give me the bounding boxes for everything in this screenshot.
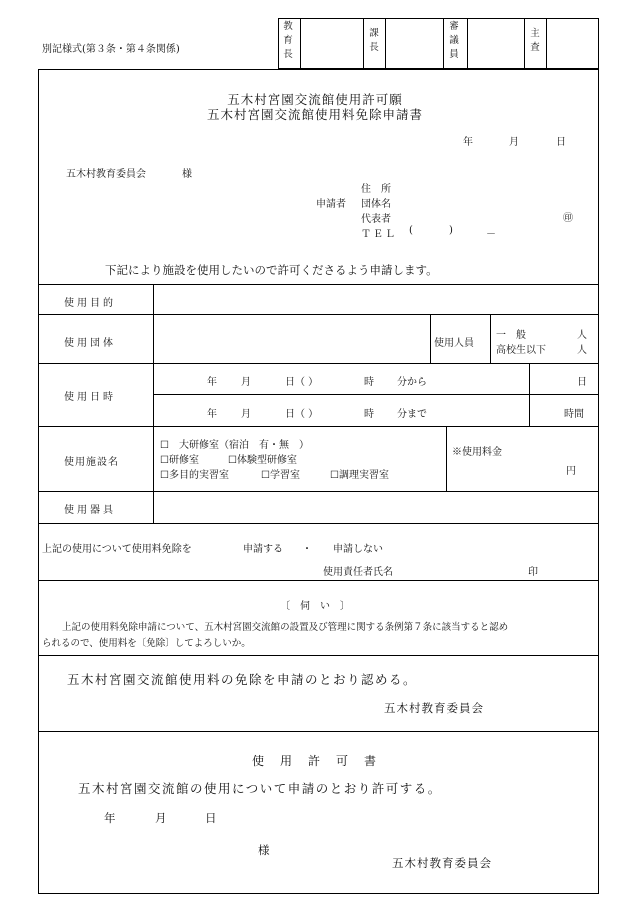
form-subtitle: 五木村宮園交流館使用料免除申請書 <box>206 107 423 122</box>
facility-multipurpose-room-checkbox[interactable]: ☐多目的実習室 <box>160 470 229 481</box>
equipment-label: 使用器具 <box>64 505 116 516</box>
equipment-field[interactable] <box>155 493 597 522</box>
facility-training-room-checkbox[interactable]: ☐研修室 <box>160 455 199 466</box>
exemption-dot: ・ <box>302 544 312 555</box>
date-month: 月 <box>509 137 519 148</box>
facility-large-room-checkbox[interactable]: ☐ 大研修室（宿泊 有・無 ） <box>160 440 309 451</box>
to-month[interactable]: 月 <box>241 409 251 420</box>
facility-experience-room-checkbox[interactable]: ☐体験型研修室 <box>228 455 297 466</box>
approval-stamp-boxes <box>278 18 599 69</box>
to-day[interactable]: 日（ ） <box>285 409 319 420</box>
tel-close-paren: ) <box>449 225 453 236</box>
permit-year: 年 <box>104 811 116 825</box>
approval-box-label-superintendent: 教育長 <box>283 21 293 60</box>
student-label: 高校生以下 <box>496 345 546 356</box>
group-field[interactable] <box>155 316 429 362</box>
fee-label: ※使用料金 <box>452 447 502 458</box>
inquiry-body-line2: られるので、使用料を〔免除〕してよろしいか。 <box>42 638 251 649</box>
from-hour[interactable]: 時 <box>364 377 374 388</box>
general-label: 一 般 <box>496 330 526 341</box>
from-year[interactable]: 年 <box>207 377 217 388</box>
form-title: 五木村宮園交流館使用許可願 <box>227 92 403 107</box>
responsible-name-label: 使用責任者氏名 <box>323 567 393 578</box>
purpose-label: 使用目的 <box>64 298 116 309</box>
approval-box-label-section-chief: 課長 <box>369 28 379 53</box>
permit-text: 五木村宮園交流館の使用について申請のとおり許可する。 <box>78 781 442 796</box>
form-reference: 別記様式(第３条・第４条関係) <box>42 44 180 55</box>
exemption-decline-option[interactable]: 申請しない <box>333 544 383 555</box>
permit-day: 日 <box>205 811 217 825</box>
responsible-seal: 印 <box>528 567 538 578</box>
to-minute[interactable]: 分まで <box>397 409 427 420</box>
organization-label: 団体名 <box>361 199 391 210</box>
approval-box-label-councilor: 審議員 <box>449 21 459 60</box>
approval-box-label-chief-examiner: 主査 <box>530 28 540 53</box>
tel-dash: － <box>486 229 496 240</box>
permit-honorific: 様 <box>258 843 270 857</box>
seal-mark: ㊞ <box>563 213 573 224</box>
inquiry-title: 〔 伺 い 〕 <box>280 601 350 612</box>
applicant-label: 申請者 <box>316 199 346 210</box>
hours-unit[interactable]: 時間 <box>564 409 584 420</box>
representative-label: 代表者 <box>361 214 391 225</box>
inquiry-body-line1: 上記の使用料免除申請について、五木村宮園交流館の設置及び管理に関する条例第７条に該当すると認め <box>62 622 509 633</box>
from-day[interactable]: 日（ ） <box>285 377 319 388</box>
tel-open-paren: ( <box>409 225 413 236</box>
datetime-label: 使用日時 <box>64 392 116 403</box>
request-statement: 下記により施設を使用したいので許可くださるよう申請します。 <box>105 263 438 277</box>
purpose-field[interactable] <box>155 286 597 313</box>
addressee-honorific: 様 <box>182 169 192 180</box>
fee-amount-field[interactable]: 円 <box>566 466 576 477</box>
address-label: 住 所 <box>361 184 391 195</box>
approval-issuer: 五木村教育委員会 <box>384 701 484 715</box>
group-label: 使用団体 <box>64 338 116 349</box>
exemption-apply-option[interactable]: 申請する <box>243 544 283 555</box>
permit-month: 月 <box>155 811 167 825</box>
from-minute[interactable]: 分から <box>397 377 427 388</box>
facility-label: 使用施設名 <box>64 457 119 468</box>
date-year: 年 <box>463 137 473 148</box>
facility-cooking-room-checkbox[interactable]: ☐調理実習室 <box>330 470 389 481</box>
exemption-prefix: 上記の使用について使用料免除を <box>42 544 192 555</box>
facility-study-room-checkbox[interactable]: ☐学習室 <box>261 470 300 481</box>
tel-label: ＴＥＬ <box>361 229 397 240</box>
addressee: 五木村教育委員会 <box>66 169 146 180</box>
people-label: 使用人員 <box>434 338 474 349</box>
permit-issuer: 五木村教育委員会 <box>392 856 492 870</box>
to-hour[interactable]: 時 <box>364 409 374 420</box>
date-day: 日 <box>556 137 566 148</box>
to-year[interactable]: 年 <box>207 409 217 420</box>
permit-title: 使 用 許 可 書 <box>251 754 378 768</box>
student-count-field[interactable]: 人 <box>577 345 587 356</box>
from-month[interactable]: 月 <box>241 377 251 388</box>
exemption-approval-text: 五木村宮園交流館使用料の免除を申請のとおり認める。 <box>67 672 418 687</box>
general-count-field[interactable]: 人 <box>577 330 587 341</box>
days-unit[interactable]: 日 <box>577 377 587 388</box>
